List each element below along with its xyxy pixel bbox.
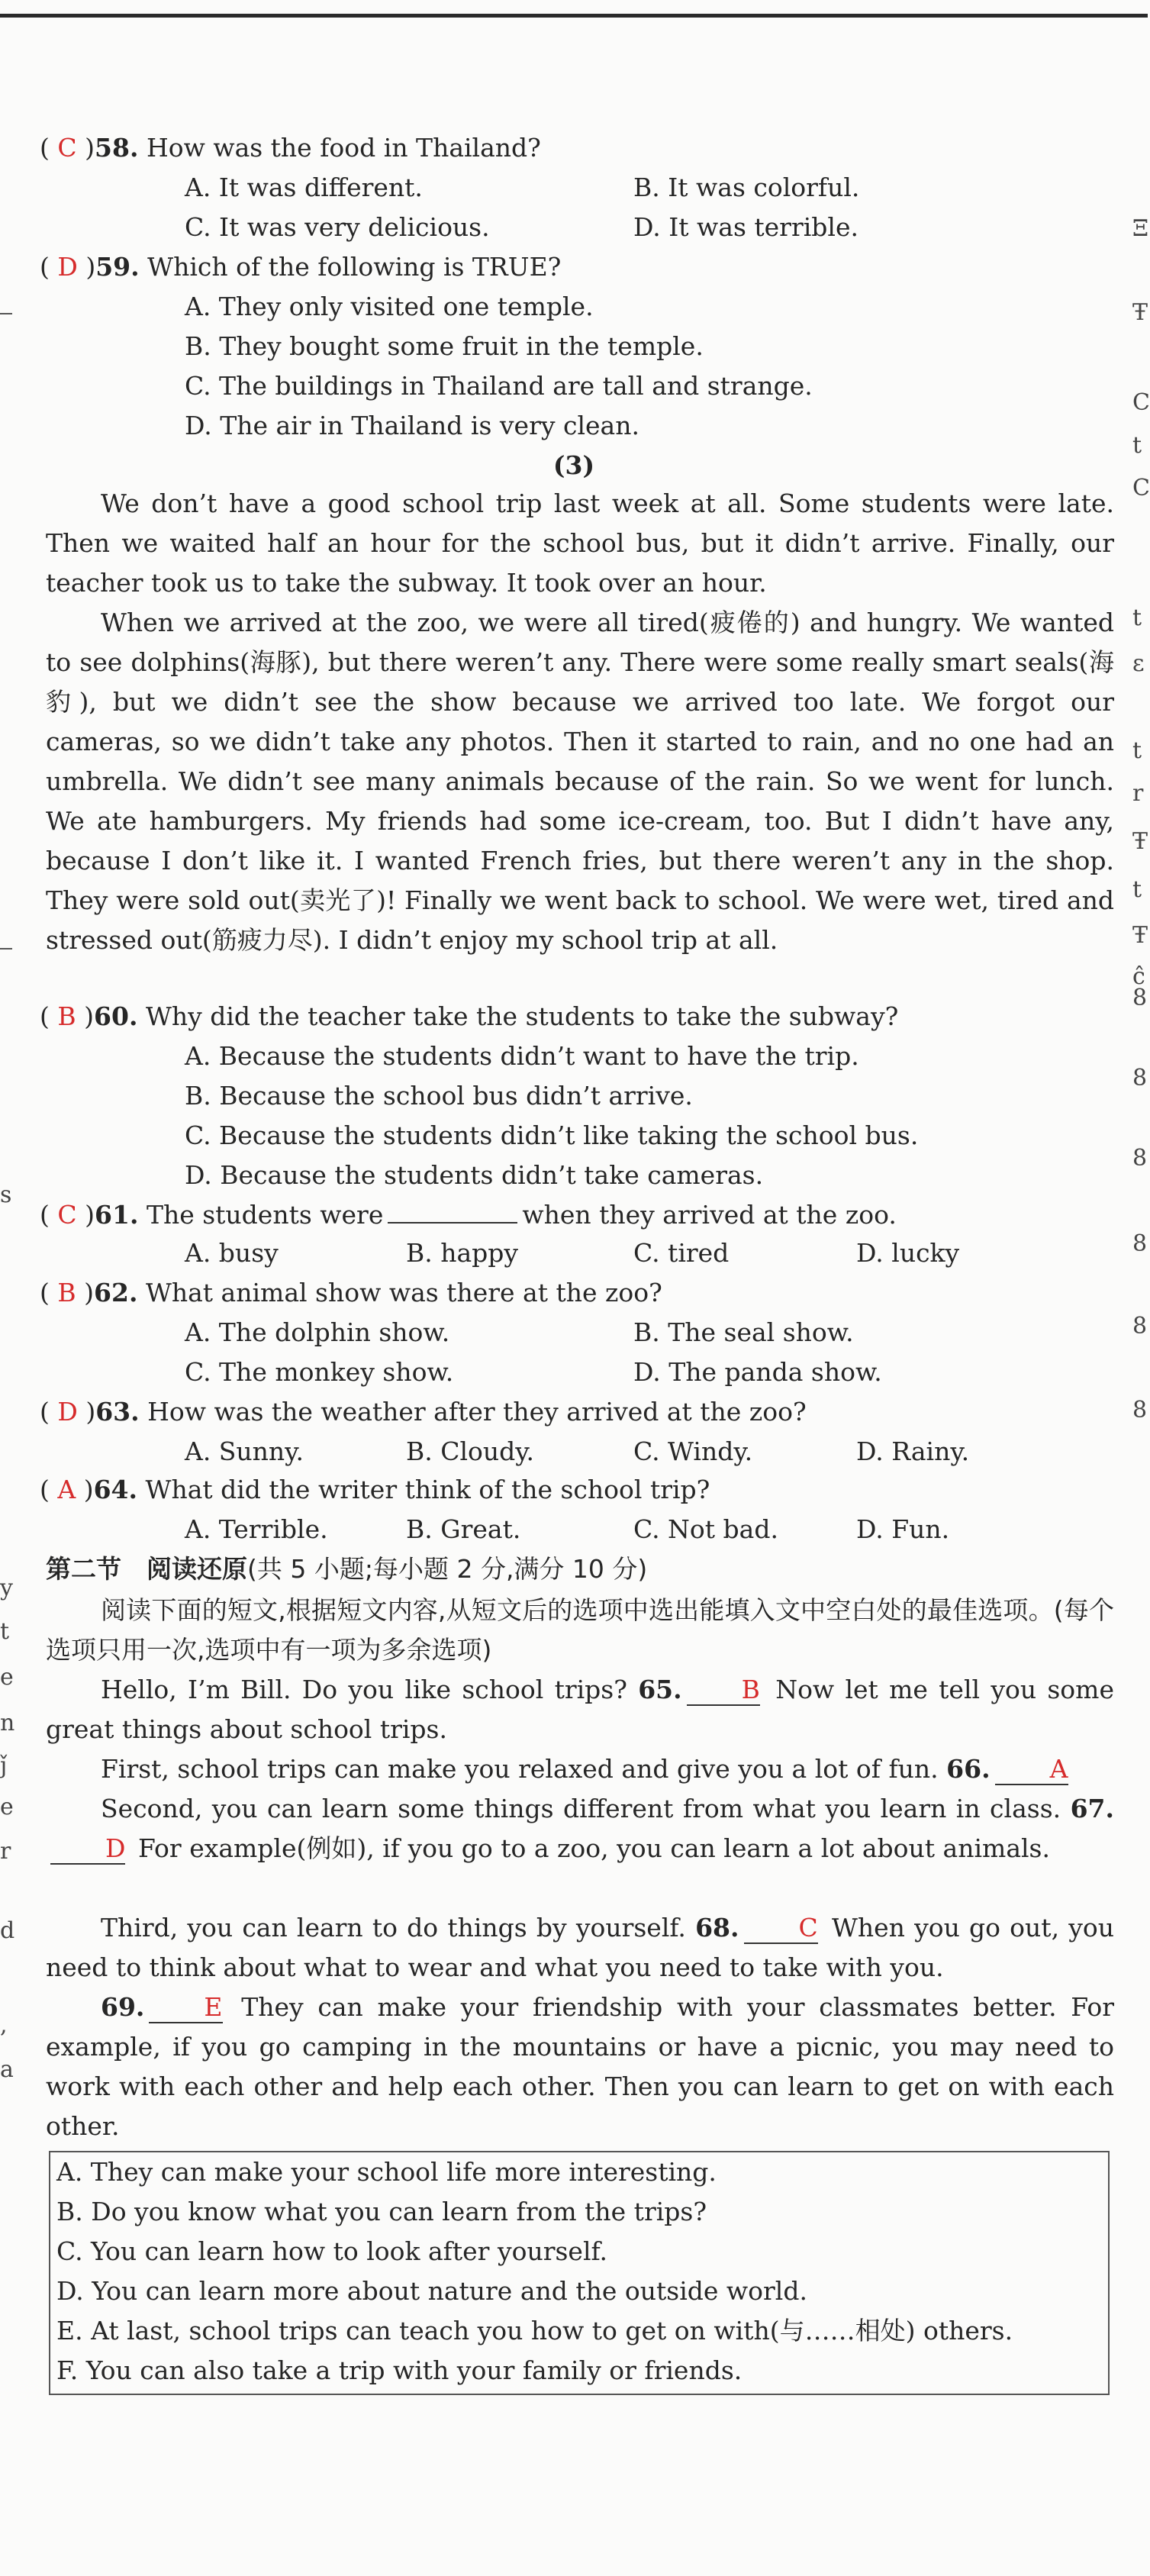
edge-letter: 8 [1132,985,1148,1011]
edge-letter: C [1132,389,1150,416]
answer-62: B [57,1278,76,1307]
edge-letter: Ŧ [1132,299,1148,326]
edge-letter: 8 [1132,1145,1148,1172]
edge-letter: a [0,2056,14,2083]
question-text: The students were [146,1200,384,1230]
choices-box [49,2151,1110,2395]
choice-a: A. They can make your school life more interesting. [56,2157,717,2187]
edge-letter: ǰ [0,1752,8,1779]
passage-text: They can make your friendship with your classmates better. For example, if you go camping in the mountains or have a picnic, you may need to work with each other and help each other. Then you can learn to get on with each other. [46,1992,1114,2141]
edge-letter: Ŧ [1132,828,1148,855]
question-58: ( C )58. How was the food in Thailand? [40,133,541,163]
section-note: (共 5 小题;每小题 2 分,满分 10 分) [247,1554,648,1584]
option: C. The monkey show. [185,1357,454,1387]
answer-63: D [57,1397,78,1427]
passage-paragraph: We don’t have a good school trip last week at all. Some students were late. Then we waited half an hour for the school bus, but it didn’t arrive. Finally, our teacher took us to take the subway. It took over an hour. [46,488,1114,598]
answer-65: B [687,1675,760,1706]
passage-paragraph [46,1789,1114,1868]
choice-f: F. You can also take a trip with your family or friends. [56,2355,743,2385]
answer-64: A [57,1475,76,1504]
question-number: 59 [95,252,131,282]
question-number: 60 [94,1001,129,1031]
answer-blank [388,1222,517,1224]
answer-68: C [744,1913,818,1944]
top-border [0,14,1148,18]
option: D. lucky [856,1238,960,1268]
passage-paragraph [46,1749,1114,1789]
question-number: 61 [95,1200,130,1230]
edge-letter: t [1132,605,1142,631]
option: B. happy [406,1238,519,1268]
answer-58: C [57,133,77,163]
passage-paragraph [46,1670,1114,1749]
option: C. Not bad. [633,1514,778,1544]
blank-number: 65. [638,1675,682,1704]
passage-text: Hello, I’m Bill. Do you like school trips? [101,1675,627,1704]
option: C. Windy. [633,1436,753,1466]
choice-b: B. Do you know what you can learn from the trips? [56,2197,707,2226]
option: C. tired [633,1238,730,1268]
section-title: 第二节 阅读还原 [46,1554,247,1584]
question-text: What did the writer think of the school trip? [145,1475,710,1504]
edge-letter: Ŧ [1132,922,1148,949]
answer-59: D [57,252,78,282]
edge-letter: s [0,1182,12,1208]
question-number: 64 [93,1475,129,1504]
option: D. Fun. [856,1514,950,1544]
question-62: ( B )62. What animal show was there at the zoo? [40,1278,662,1307]
option: D. Rainy. [856,1436,970,1466]
passage-text: Now let me tell you some great things about school trips. [46,1675,1114,1744]
passage-paragraph: When we arrived at the zoo, we were all tired(疲倦的) and hungry. We wanted to see dolphins(海豚), but there weren’t any. There were some really smart seals(海豹), but we didn’t see the show because we arrived too late. We forgot our cameras, so we didn’t take any photos. Then it started to rain, and no one had an umbrella. We didn’t see many animals because of the rain. So we went for lunch. We ate hamburgers. My friends had some ice-cream, too. But I didn’t have any, because I don’t like it. I wanted French fries, but there weren’t any in the shop. They were sold out(卖光了)! Finally we went back to school. We were wet, tired and stressed out(筋疲力尽). I didn’t enjoy my school trip at all. [46,608,1114,955]
choice-e: E. At last, school trips can teach you how to get on with(与……相处) others. [56,2316,1013,2345]
option: C. Because the students didn’t like taking the school bus. [185,1120,919,1150]
choice-c: C. You can learn how to look after yourself. [56,2236,608,2266]
blank-number: 68. [695,1913,739,1942]
edge-letter: ĉ [1132,963,1145,990]
answer-60: B [57,1001,76,1031]
edge-letter: e [0,1664,14,1691]
option: A. Sunny. [185,1436,304,1466]
option: A. It was different. [185,172,423,202]
passage-paragraph [46,1908,1114,1988]
edge-letter: 8 [1132,1065,1148,1091]
question-text: Which of the following is TRUE? [147,252,562,282]
edge-letter: 8 [1132,1397,1148,1423]
question-60: ( B )60. Why did the teacher take the students to take the subway? [40,1001,899,1031]
passage-label: (3) [552,450,595,480]
edge-letter: t [1132,432,1142,459]
option: C. It was very delicious. [185,212,490,242]
question-64: ( A )64. What did the writer think of the school trip? [40,1475,710,1504]
question-text: Why did the teacher take the students to take the subway? [145,1001,899,1031]
blank-number: 66. [946,1754,991,1784]
passage-text: First, school trips can make you relaxed and give you a lot of fun. [101,1754,939,1784]
edge-letter: r [0,1838,11,1865]
edge-letter: e [0,1794,14,1820]
edge-letter: t [0,1618,10,1645]
edge-letter: r [1132,780,1144,807]
edge-letter: d [0,1917,15,1944]
answer-66: A [995,1755,1068,1785]
question-text: What animal show was there at the zoo? [145,1278,662,1307]
question-number: 63 [95,1397,131,1427]
edge-letter: n [0,1710,15,1736]
blank-number: 69. [101,1992,145,2022]
option: D. The panda show. [633,1357,882,1387]
edge-letter: t [1132,876,1142,903]
option: A. The dolphin show. [185,1317,450,1347]
left-margin-box [0,313,12,949]
passage-text: Third, you can learn to do things by yourself. [101,1913,686,1942]
choice-d: D. You can learn more about nature and the outside world. [56,2276,807,2306]
section-instruction: 阅读下面的短文,根据短文内容,从短文后的选项中选出能填入文中空白处的最佳选项。(每个选项只用一次,选项中有一项为多余选项) [46,1595,1114,1665]
passage-text: Second, you can learn some things different from what you learn in class. [101,1794,1061,1823]
passage-paragraph [46,1988,1114,2146]
option: A. Terrible. [185,1514,328,1544]
option: B. They bought some fruit in the temple. [185,331,704,361]
option: B. Great. [406,1514,521,1544]
passage-text: For example(例如), if you go to a zoo, you can learn a lot about animals. [137,1833,1050,1863]
option: D. The air in Thailand is very clean. [185,411,639,440]
edge-letter: , [0,2012,8,2039]
question-text: How was the food in Thailand? [146,133,541,163]
answer-69: E [149,1993,222,2023]
question-number: 58 [95,133,130,163]
answer-67: D [50,1834,125,1865]
blank-number: 67. [1070,1794,1114,1823]
passage-text: When you go out, you need to think about what to wear and what you need to take with you. [46,1913,1114,1982]
question-61: ( C )61. The students were when they arrived at the zoo. [40,1200,897,1230]
edge-letter: 8 [1132,1313,1148,1340]
question-number: 62 [94,1278,129,1307]
answer-61: C [57,1200,77,1230]
option: B. Because the school bus didn’t arrive. [185,1081,693,1111]
option: A. Because the students didn’t want to have the trip. [185,1041,859,1071]
option: C. The buildings in Thailand are tall and strange. [185,371,813,401]
edge-letter: 8 [1132,1230,1148,1257]
edge-letter: Ξ [1132,215,1149,242]
question-text: How was the weather after they arrived at the zoo? [147,1397,807,1427]
option: D. Because the students didn’t take cameras. [185,1160,764,1190]
edge-letter: t [1132,737,1142,764]
option: B. Cloudy. [406,1436,535,1466]
option: A. busy [185,1238,279,1268]
edge-letter: y [0,1575,13,1601]
question-63: ( D )63. How was the weather after they arrived at the zoo? [40,1397,807,1427]
section-heading [46,1552,647,1586]
question-text: when they arrived at the zoo. [522,1200,897,1230]
option: A. They only visited one temple. [185,292,594,321]
option: B. The seal show. [633,1317,854,1347]
question-59: ( D )59. Which of the following is TRUE? [40,252,562,282]
edge-letter: C [1132,475,1150,501]
edge-letter: ε [1132,650,1145,677]
option: B. It was colorful. [633,172,860,202]
option: D. It was terrible. [633,212,858,242]
